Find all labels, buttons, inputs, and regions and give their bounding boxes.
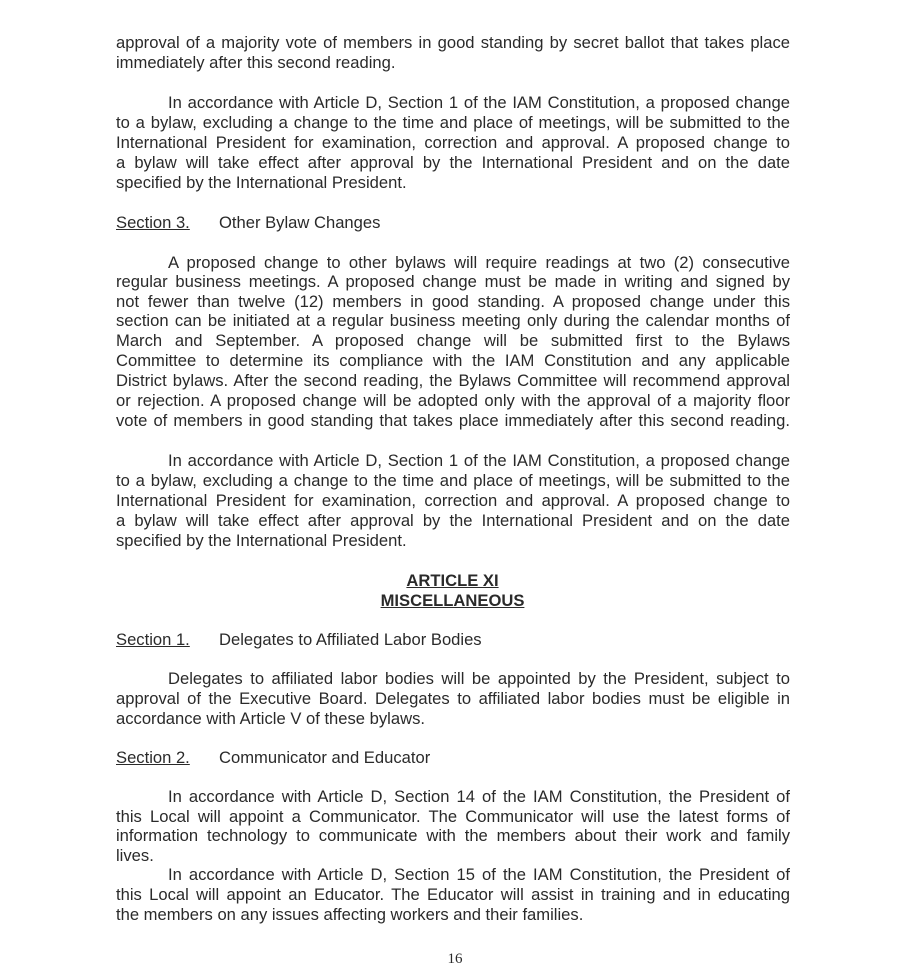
article-title: MISCELLANEOUS	[380, 591, 525, 610]
section-label: Section 2.	[116, 748, 190, 767]
text-line: International President for examination, correction and approval. A proposed change to	[116, 133, 790, 152]
text-line: information technology to communicate with the members about their work and family	[116, 826, 790, 845]
text-line: lives.	[116, 846, 154, 865]
text-line: to a bylaw, excluding a change to the time and place of meetings, will be submitted to the	[116, 113, 790, 132]
text-line: Delegates to affiliated labor bodies will be appointed by the President, subject to	[168, 669, 790, 688]
text-line: immediately after this second reading.	[116, 53, 396, 72]
text-line: the members on any issues affecting workers and their families.	[116, 905, 584, 924]
text-line: or rejection. A proposed change will be adopted only with the approval of a majority floor	[116, 391, 790, 410]
text-line: In accordance with Article D, Section 15 of the IAM Constitution, the President of	[168, 865, 790, 884]
text-line: a bylaw will take effect after approval by the International President and on the date	[116, 153, 790, 172]
text-line: specified by the International President.	[116, 531, 407, 550]
text-line: this Local will appoint a Communicator. The Communicator will use the latest forms of	[116, 807, 790, 826]
text-line: In accordance with Article D, Section 1 of the IAM Constitution, a proposed change	[168, 451, 790, 470]
text-line: a bylaw will take effect after approval by the International President and on the date	[116, 511, 790, 530]
section-title: Other Bylaw Changes	[219, 213, 381, 232]
text-line: March and September. A proposed change will be submitted first to the Bylaws	[116, 331, 790, 350]
page-number: 16	[447, 951, 463, 967]
text-line: International President for examination, correction and approval. A proposed change to	[116, 491, 790, 510]
section-label: Section 3.	[116, 213, 190, 232]
text-line: approval of the Executive Board. Delegates to affiliated labor bodies must be eligible in	[116, 689, 790, 708]
section-title: Delegates to Affiliated Labor Bodies	[219, 630, 482, 649]
text-line: In accordance with Article D, Section 14 of the IAM Constitution, the President of	[168, 787, 790, 806]
text-line: accordance with Article V of these bylaws.	[116, 709, 425, 728]
text-line: this Local will appoint an Educator. The Educator will assist in training and in educating	[116, 885, 790, 904]
text-line: specified by the International President.	[116, 173, 407, 192]
text-line: vote of members in good standing that takes place immediately after this second reading.	[116, 411, 790, 430]
article-number: ARTICLE XI	[406, 571, 499, 590]
text-line: A proposed change to other bylaws will require readings at two (2) consecutive	[168, 253, 790, 272]
section-label: Section 1.	[116, 630, 190, 649]
text-line: approval of a majority vote of members in good standing by secret ballot that takes place	[116, 33, 790, 52]
text-line: to a bylaw, excluding a change to the time and place of meetings, will be submitted to the	[116, 471, 790, 490]
section-title: Communicator and Educator	[219, 748, 431, 767]
text-line: District bylaws. After the second reading, the Bylaws Committee will recommend approval	[116, 371, 790, 390]
text-line: regular business meetings. A proposed change must be made in writing and signed by	[116, 272, 790, 291]
text-line: Committee to determine its compliance with the IAM Constitution and any applicable	[116, 351, 790, 370]
text-line: section can be initiated at a regular business meeting only during the calendar months of	[116, 311, 790, 330]
text-line: not fewer than twelve (12) members in good standing. A proposed change under this	[116, 292, 790, 311]
text-line: In accordance with Article D, Section 1 of the IAM Constitution, a proposed change	[168, 93, 790, 112]
